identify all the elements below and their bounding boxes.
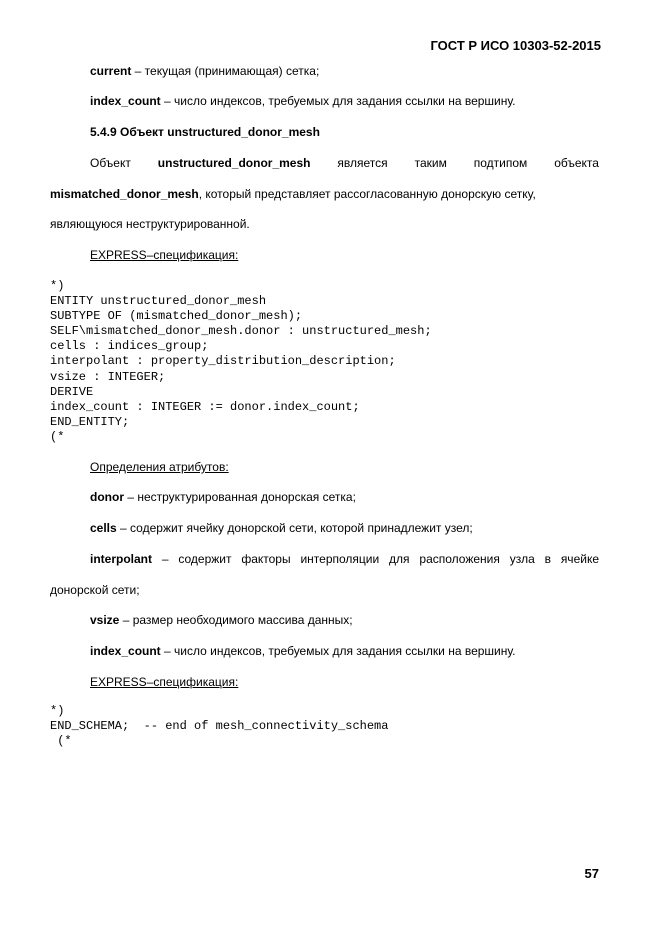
interp-word: для [389, 552, 410, 566]
attr-vsize [90, 613, 353, 627]
express-code-block-1: *) ENTITY unstructured_donor_mesh SUBTYPE OF (mismatched_donor_mesh); SELF\mismatched_donor_mesh.donor : unstructured_mesh; cells : indices_group; interpolant : property_distribution_description; vsize : INTEGER; DERIVE index_count : INTEGER := donor.index_count; END_ENTITY; (* [50, 279, 432, 444]
term-current: current [90, 64, 132, 78]
attr-index-count-text: – число индексов, требуемых для задания ссылки на вершину. [160, 644, 516, 658]
interp-word: расположения [419, 552, 500, 566]
intro-line-3: являющуюся неструктурированной. [50, 217, 250, 231]
intro-word: объекта [554, 156, 599, 170]
def-index-count-text: – число индексов, требуемых для задания ссылки на вершину. [160, 94, 516, 108]
attr-interpolant-line-1 [90, 552, 599, 566]
intro-word: является [337, 156, 388, 170]
interp-word: факторы [241, 552, 291, 566]
intro-word: Объект [90, 156, 131, 170]
term-donor: donor [90, 490, 124, 504]
intro-line-2-text: , который представляет рассогласованную донорскую сетку, [198, 187, 536, 201]
intro-line-2 [50, 187, 536, 201]
section-heading: 5.4.9 Объект unstructured_donor_mesh [90, 125, 320, 139]
def-index-count-top [90, 94, 516, 108]
attr-donor-text: – неструктурированная донорская сетка; [124, 490, 356, 504]
intro-word: подтипом [473, 156, 528, 170]
intro-term-2: mismatched_donor_mesh [50, 187, 199, 201]
page-number: 57 [584, 866, 599, 881]
term-cells: cells [90, 521, 117, 535]
interp-word: в [544, 552, 551, 566]
intro-word: таким [414, 156, 447, 170]
interp-word: ячейке [560, 552, 599, 566]
intro-term: unstructured_donor_mesh [157, 156, 311, 170]
interp-word: – [161, 552, 169, 566]
term-index-count-2: index_count [90, 644, 161, 658]
express-code-block-2: *) END_SCHEMA; -- end of mesh_connectivity_schema (* [50, 704, 389, 749]
attr-index-count [90, 644, 516, 658]
interp-word: узла [509, 552, 535, 566]
term-index-count: index_count [90, 94, 161, 108]
express-label-1: EXPRESS–спецификация: [90, 248, 239, 262]
def-current [90, 64, 319, 78]
intro-line-1 [90, 156, 599, 170]
term-interpolant: interpolant [90, 552, 152, 566]
document-header: ГОСТ Р ИСО 10303-52-2015 [430, 38, 601, 53]
attr-cells-text: – содержит ячейку донорской сети, которой принадлежит узел; [116, 521, 473, 535]
def-current-text: – текущая (принимающая) сетка; [131, 64, 320, 78]
term-vsize: vsize [90, 613, 120, 627]
interp-word: интерполяции [300, 552, 380, 566]
express-label-2: EXPRESS–спецификация: [90, 675, 239, 689]
attr-cells [90, 521, 473, 535]
attr-interpolant-line-2: донорской сети; [50, 583, 140, 597]
attr-vsize-text: – размер необходимого массива данных; [119, 613, 353, 627]
attr-heading: Определения атрибутов: [90, 460, 229, 474]
attr-donor [90, 490, 356, 504]
interp-word: содержит [178, 552, 232, 566]
